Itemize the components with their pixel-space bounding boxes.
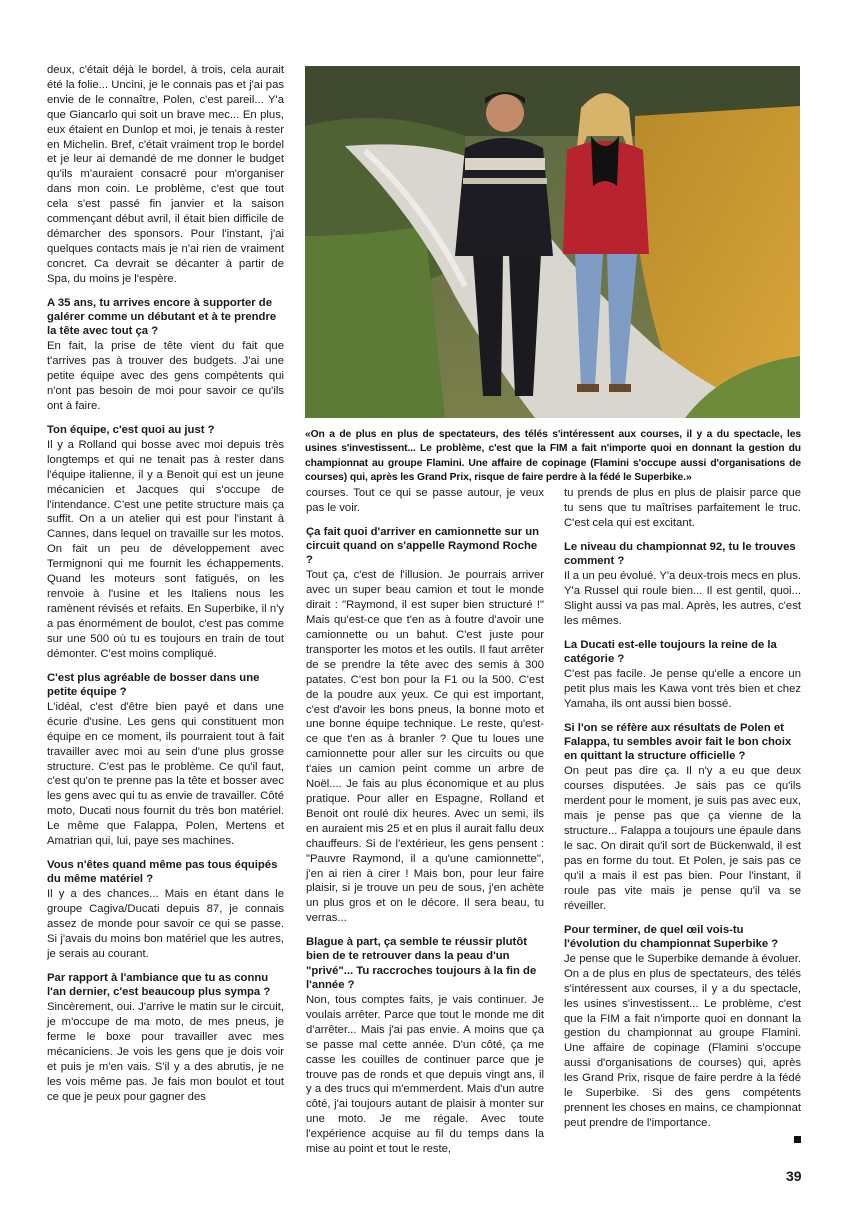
paragraph: Il y a des chances... Mais en étant dans le groupe Cagiva/Ducati depuis 87, je connais assez de monde pour savoir ce qui se passe. Si j'avais du moins bon matériel que les autres, je serais au courant. [47, 888, 284, 961]
column-1 [47, 63, 284, 1109]
paragraph: tu prends de plus en plus de plaisir parce que tu sens que tu maîtrises parfaitement le truc. C'est cela qui est excitant. [564, 487, 801, 529]
paragraph: On peut pas dire ça. Il n'y a eu que deux courses disputées. Je sais pas ce qu'ils merdent pour le moment, je suis pas avec eux, mais je pense pas que ça vienne de la structure... Falappa a toujours une épaule dans le sac. On dirait qu'il sort de Bückenwald, il est pas en forme du tout. Et Polen, je sais pas ce qu'il a mais il est pas bien. Pour l'instant, il roule pas vite mais je pense qu'il va se réveiller. [564, 765, 801, 912]
paragraph: En fait, la prise de tête vient du fait que t'arrives pas à trouver des budgets. J'ai une petite équipe avec des gens compétents qui n'ont pas besoin de moi pour savoir ce qu'ils ont à faire. [47, 340, 284, 412]
question-heading: Le niveau du championnat 92, tu le trouves comment ? [564, 540, 796, 567]
question-heading: Ton équipe, c'est quoi au just ? [47, 423, 215, 436]
photo-caption: «On a de plus en plus de spectateurs, des télés s'intéressent aux courses, il y a du spectacle, les usines s'investissent... Le problème, c'est que la FIM a fait n'importe quoi en donnant la gestion du championnat au groupe Flamini. Une affaire de copinage (Flamini s'occupe aussi d'organisations de courses) qui, après les Grand Prix, risque de faire perdre à la fédé le Superbike.» [305, 429, 801, 484]
end-of-article-mark [794, 1136, 801, 1143]
question-heading: A 35 ans, tu arrives encore à supporter de galérer comme un débutant et à te prendre la tête avec tout ça ? [47, 296, 277, 337]
paragraph: Il y a Rolland qui bosse avec moi depuis très longtemps et qui ne tenait pas à rester dans l'équipe italienne, il y a Benoit qui est un jeune mécanicien et Jacques qui s'occupe de l'intendance. C'est une petite structure mais ça suffit. On a un atelier qui est pour l'instant à Cannes, dans lequel on travaille sur les motos. On fait un peu de développement avec Termignoni qui me fournit les échappements. Quand les moteurs sont fatigués, on les renvoie à l'usine et les Italiens nous les ramènent révisés et refaits. En Superbike, il n'y a pas énormément de boulot, c'est pas comme sur une 500 où tu es toujours en train de tout démonter. C'est moins compliqué. [47, 438, 284, 660]
paragraph: L'idéal, c'est d'être bien payé et dans une écurie d'usine. Les gens qui constituent mon équipe en ce moment, ils pourraient tout à fait travailler avec moi au sein d'une plus grosse structure. C'est pas le problème. Ce qu'il faut, c'est qu'on te prenne pas la tête et bosser avec les gens avec qui tu as envie de travailler. Côté moto, Ducati nous fournit du très bon matériel. Le même que Falappa, Polen, Mertens et Amatrian qui, lui, paye ses machines. [47, 700, 284, 848]
paragraph: Sincèrement, oui. J'arrive le matin sur le circuit, je m'occupe de ma moto, de mes pneus, je ferme le boxe pour travailler avec mes mécaniciens. Je vois les gens que je dois voir et puis je m'en vais. S'il y a des abrutis, je ne les vois même pas. Je fais mon boulot et tout ce que je peux pour gagner des [47, 1001, 284, 1103]
end-row [564, 1133, 801, 1148]
question-heading: La Ducati est-elle toujours la reine de la catégorie ? [564, 638, 777, 665]
couple-walking-photo [305, 66, 800, 418]
paragraph: C'est pas facile. Je pense qu'elle a encore un petit plus mais les Kawa vont très bien et chez Yamaha, ils ont aussi bien bossé. [564, 668, 801, 710]
page-number: 39 [786, 1168, 802, 1184]
paragraph: Je pense que le Superbike demande à évoluer. On a de plus en plus de spectateurs, des télés s'intéressent aux courses, il y a du spectacle, les usines s'investissent... Le problème, c'est que la FIM a fait n'importe quoi en donnant la gestion du championnat au groupe Flamini. Une affaire de copinage (Flamini s'occupe aussi d'organisations de courses) qui, après les Grand Prix, risque de faire perdre à la fédé le Superbike. Si des gens compétents prennent les choses en mains, ce championnat peut prendre de l'importance. [564, 952, 801, 1129]
paragraph: Il a un peu évolué. Y'a deux-trois mecs en plus. Y'a Russel qui roule bien... Il est gentil, quoi... Slight aussi va pas mal. Après, les autres, c'est les mêmes. [564, 570, 801, 627]
question-heading: Si l'on se réfère aux résultats de Polen et Falappa, tu sembles avoir fait le bon choix en quittant la structure officielle ? [564, 721, 792, 763]
question-heading: Vous n'êtes quand même pas tous équipés du même matériel ? [47, 859, 278, 886]
question-heading: Par rapport à l'ambiance que tu as connu l'an dernier, c'est beaucoup plus sympa ? [47, 971, 271, 999]
paragraph: deux, c'était déjà le bordel, à trois, cela aurait été la folie... Uncini, je le connais pas et j'ai pas envie de le connaître, Polen, c'est pareil... Y'a que Giancarlo qui soit un brave mec... En plus, eux étaient en Dunlop et moi, je tenais à rester en Michelin. Bref, c'était vraiment trop le bordel et je leur ai demandé de me donner le budget qu'ils m'auraient consacré pour m'organiser dans mon coin. Le problème, c'est que tout cela s'est passé fin janvier et la saison commençant début avril, il était bien difficile de démarcher des sponsors. Pour l'instant, j'ai quelques contacts mais je n'ai rien de vraiment concret. Ca devrait se décanter à partir de Spa, du moins je l'espère. [47, 64, 284, 285]
question-heading: Pour terminer, de quel œil vois-tu l'évolution du championnat Superbike ? [564, 923, 779, 950]
paragraph: Tout ça, c'est de l'illusion. Je pourrais arriver avec un super beau camion et tout le monde dirait : "Raymond, il est super bien structuré !" Mais qu'est-ce que t'en as à foutre d'avoir une camionnette ou un bahut. C'est juste pour transporter les motos et les outils. Il faut arrêter de se prendre la tête avec des semis à 300 patates. C'est bon pour la F1 ou la 500. C'est de la poudre aux yeux. Ce qui est important, c'est d'avoir les bons pneus, la bonne moto et une bonne équipe technique. Le reste, qu'est-ce que t'en as à branler ? Que tu loues une camionnette pour aller sur les circuits ou que t'aies un camion peint comme un arbre de Noël.... Je fais au plus économique et au plus pratique. Pour aller en Espagne, Rolland et Benoit ont roulé dix heures. Avec un semi, ils en auraient mis 25 et en plus il aurait fallu deux chauffeurs. Si de l'extérieur, les gens pensent : "Pauvre Raymond, il a qu'une camionnette", j'en ai rien à cirer ! Mais bon, pour leur faire plaisir, si je trouve un peu de sous, j'en achète un plus gros et on le décore. Il sera beau, tu verras... [306, 569, 544, 925]
question-heading: Ça fait quoi d'arriver en camionnette sur un circuit quand on s'appelle Raymond Roche ? [306, 525, 540, 567]
question-heading: C'est plus agréable de bosser dans une petite équipe ? [47, 671, 260, 698]
photo-illustration [305, 66, 800, 418]
column-2 [306, 486, 544, 1161]
paragraph: Non, tous comptes faits, je vais continuer. Je voulais arrêter. Parce que tout le monde me dit d'arrêter... Mais j'ai pas envie. A moins que ça se passe mal cette année. D'un côté, ça me casse les couilles de continuer parce que je trouve pas de ronds et que depuis vingt ans, il y a des trucs qui m'emmerdent. Mais d'un autre côté, j'ai toujours autant de plaisir à monter sur une moto. Je me régale. Avec toute l'expérience acquise au fil du temps dans la mise au point et tout le reste, [306, 993, 544, 1156]
paragraph: courses. Tout ce qui se passe autour, je veux pas le voir. [306, 487, 544, 514]
column-3 [564, 486, 801, 1148]
question-heading: Blague à part, ça semble te réussir plutôt bien de te retrouver dans la peau d'un "privé"... Tu raccroches toujours à la fin de l'année ? [306, 936, 537, 991]
